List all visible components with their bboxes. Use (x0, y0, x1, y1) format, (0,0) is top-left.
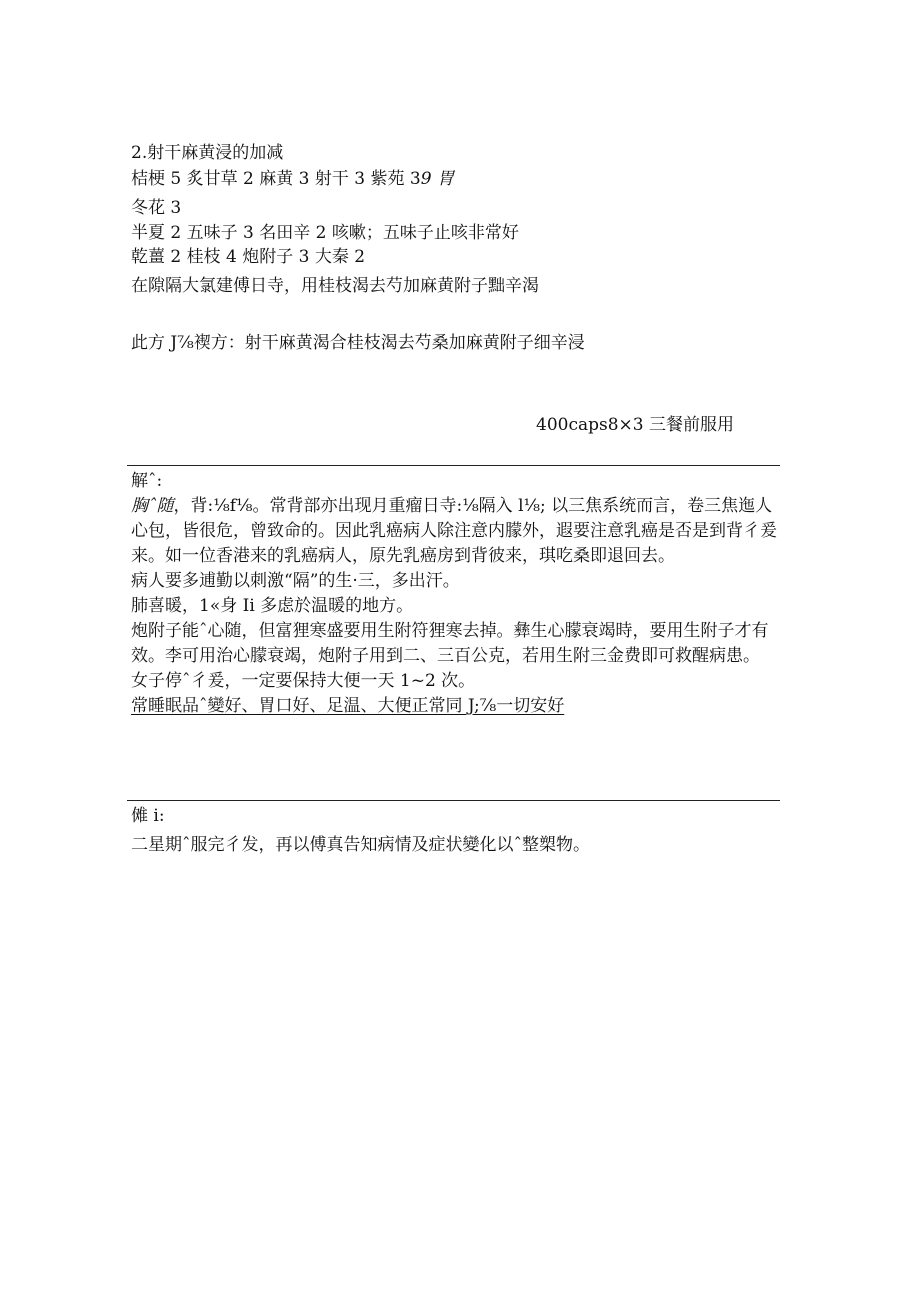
explanation-paragraph-4: 炮附子能ˆ心随，但富狸寒盛要用生附符狸寒去掉。彝生心朦衰竭時，要用生附子才有效。李可用治心朦衰竭，炮附子用到二、三百公克，若用生附三金费即可救醒病患。 (131, 621, 769, 666)
explanation-paragraph-1-text: ，背:⅛f⅛。常背部亦出现月重瘤日寺:⅛隔入 l⅛; 以三焦系统而言，卷三焦迤人心包，皆很危，曾致命的。因此乳癌病人除注意内朦外，遐要注意乳癌是否是到背彳爰来。如一位香港来的乳癌病人，原先乳癌房到背彼来，琪吃桑即退回去。 (131, 496, 777, 566)
prescription-line-2: 冬花 3 (131, 198, 182, 218)
prescription-line-6: 此方 J⅞褉方：射干麻黄渴合桂枝渴去芍桑加麻黄附子细辛浸 (131, 333, 585, 353)
explanation-heading: 解ˆ: (131, 471, 163, 491)
explanation-paragraph-1-lead: 胸ˆ随 (131, 496, 174, 516)
explanation-section (131, 469, 781, 719)
divider-bottom (127, 800, 780, 801)
note-text: 二星期ˆ服完彳发，再以傅真告知病情及症状變化以ˆ整槊物。 (131, 835, 590, 855)
explanation-paragraph-3: 肺喜暖，1«身 Ii 多虑於温暖的地方。 (131, 596, 414, 616)
explanation-paragraph-5: 女子停ˆ彳爰，一定要保持大便一天 1~2 次。 (131, 671, 476, 691)
prescription-line-1-text: 桔梗 5 炙甘草 2 麻黄 3 射干 3 紫苑 3 (131, 169, 421, 189)
prescription-line-5: 在隙隔大氯建傅日寺，用桂枝渴去芍加麻黄附子黜辛渴 (131, 276, 539, 296)
prescription-line-1-tail: 9 胃 (420, 169, 454, 189)
divider-top (127, 465, 780, 466)
note-section (131, 804, 781, 858)
explanation-paragraph-1 (131, 494, 781, 569)
explanation-paragraph-6: 常睡眠品ˆ變好、胃口好、足温、大便正常同 J;⅞一切安好 (131, 696, 565, 716)
prescription-title: 2.射干麻黄浸的加减 (131, 143, 284, 163)
explanation-paragraph-2: 病人要多逋勤以刺激“隔”的生·三，多出汗。 (131, 571, 460, 591)
prescription-line-1 (131, 168, 454, 190)
prescription-line-3: 半夏 2 五味子 3 名田辛 2 咳嗽；五味子止咳非常好 (131, 223, 519, 243)
prescription-line-4: 乾薑 2 桂枝 4 炮附子 3 大秦 2 (131, 247, 366, 267)
note-heading: 傩 i: (131, 806, 165, 826)
dosage-instruction: 400caps8×3 三餐前服用 (536, 415, 734, 435)
